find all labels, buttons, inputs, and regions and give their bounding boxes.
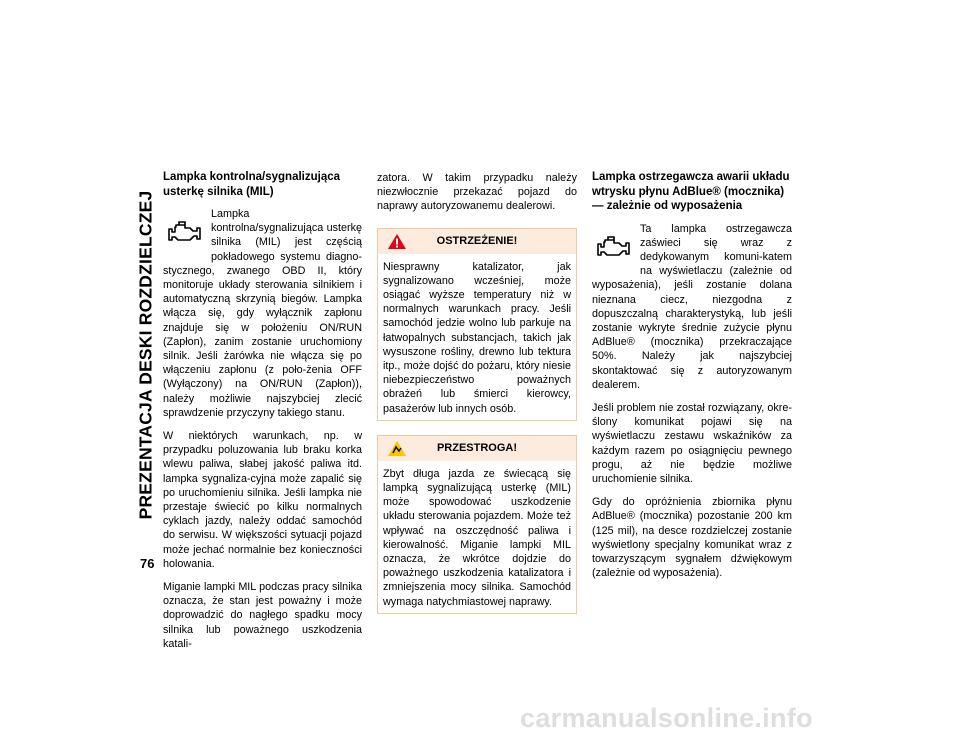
mil-paragraph-3: Miganie lampki MIL podczas pracy silnika oznacza, że stan jest poważny i może doprowadzić do nagłego spadku mocy silnika lub poważnego uszkodzenia katali- — [163, 581, 362, 650]
warning-text: Niesprawny katalizator, jak sygnalizowano wcześniej, może osiągać wyższe temperatury niż w normalnych warunkach pracy. Jeśli samochód jedzie wolno lub parkuje na łatwopalnych substancjach, takich jak wysuszone rośliny, drewno lub tektura itp., może dojść do pożaru, który niesie niebezpieczeństwo poważnych obrażeń lub śmierci kierowcy, pasażerów lub innych osób. — [383, 260, 571, 415]
watermark-text: carmanualsonline.info — [520, 703, 813, 733]
caution-title: PRZESTROGA! — [436, 442, 518, 455]
warning-title: OSTRZEŻENIE! — [436, 235, 518, 247]
adblue-paragraph-2: Jeśli problem nie został rozwiązany, okre-ślony komunikat pojawi się na wyświetlaczu zestawu wskaźników za każdym razem po osiągnięciu pewnego progu, aż nie będzie możliwe uruchomienie silnika. — [592, 401, 792, 485]
caution-text: Zbyt długa jazda ze świecącą się lampką sygnalizującą usterkę (MIL) może spowodować uszkodzenie układu sterowania pojazdem. Może też wpływać na oszczędność paliwa i kierowalność. Miganie lampki MIL oznacza, że wkrótce dojdzie do poważnego uszkodzenia katalizatora i zmniejszenia mocy silnika. Samochód wymaga natychmiastowej naprawy. — [383, 467, 571, 608]
warning-box — [377, 228, 577, 421]
sidebar-section-title — [131, 150, 161, 560]
page-number: 76 — [140, 556, 155, 571]
adblue-intro-paragraph: Ta lampka ostrzegawcza zaświeci się wraz z dedykowanym komuni-katem na wyświetlaczu (zależnie od wyposażenia), jeśli zostanie dolana nieznana ciecz, niezgodna z dopuszczalną charakterystyką, lub jeśli zostanie wykryte średnie zużycie płynu AdBlue® (mocznika) przekraczające 50%. Należy jak najszybciej skontaktować się z autoryzowanym dealerem. — [592, 222, 792, 391]
warning-box-header — [378, 229, 576, 254]
mil-paragraph-2: W niektórych warunkach, np. w przypadku poluzowania lub braku korka wlewu paliwa, słabej jakość paliwa itd. lampka sygnaliza-cyjna może zapalić się po uruchomieniu silnika. Jeśli lampka nie przestaje świecić po kilku normalnych cyklach jazdy, należy oddać samochód do serwisu. W większości sytuacji pojazd może jechać normalnie bez konieczności holowania. — [163, 430, 362, 570]
adblue-heading: Lampka ostrzegawcza awarii układu wtrysku płynu AdBlue® (mocznika) — zależnie od wyposażenia — [592, 171, 790, 212]
caution-triangle-icon — [387, 440, 407, 461]
warning-body — [378, 254, 576, 420]
mil-intro-paragraph: Lampka kontrolna/sygnalizująca usterkę silnika (MIL) jest częścią pokładowego systemu diagno-stycznego, zwanego OBD II, który monitoruje układy sterowania silnikiem i automatyczną skrzynią biegów. Lampka włącza się, gdy wyłącznik zapłonu znajduje się w położeniu ON/RUN (Zapłon), zanim zostanie uruchomiony silnik. Jeśli żarówka nie włącza się po włączeniu zapłonu (z poło-żenia OFF (Wyłączony) na ON/RUN (Zapłon)), należy możliwie najszybciej zlecić sprawdzenie przyczyny takiego stanu. — [163, 208, 362, 419]
column-left — [163, 170, 362, 660]
caution-box — [377, 435, 577, 614]
caution-box-header — [378, 436, 576, 461]
adblue-paragraph-3: Gdy do opróżnienia zbiornika płynu AdBlue® (mocznika) pozostanie 200 km (125 mil), na desce rozdzielczej zostanie wyświetlony specjalny komunikat wraz z towarzyszącym sygnałem dźwiękowym (zależnie od wyposażenia). — [592, 496, 792, 580]
warning-triangle-icon — [387, 233, 407, 254]
mil-heading: Lampka kontrolna/sygnalizująca usterkę silnika (MIL) — [163, 171, 341, 198]
caution-body — [378, 461, 576, 613]
engine-icon — [592, 228, 634, 268]
engine-icon — [163, 213, 205, 253]
section-title-text: PREZENTACJA DESKI ROZDZIELCZEJ — [135, 190, 156, 520]
column-right — [592, 170, 792, 589]
mil-continuation: zatora. W takim przypadku należy niezwłocznie przekazać pojazd do naprawy autoryzowanemu dealerowi. — [377, 172, 577, 213]
column-middle — [377, 171, 577, 628]
